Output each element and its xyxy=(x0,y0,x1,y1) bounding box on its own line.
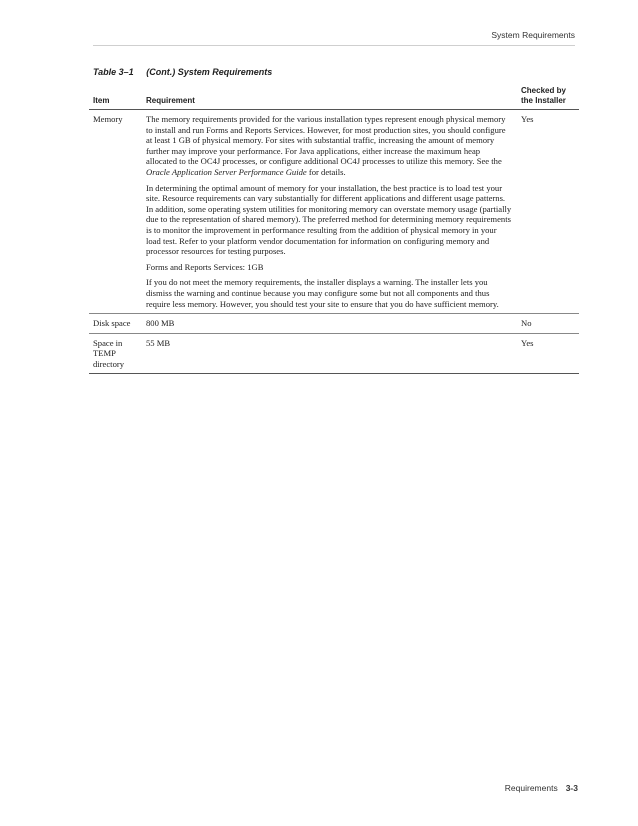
page-number: 3-3 xyxy=(565,783,578,793)
table-row xyxy=(89,110,579,314)
row-item: Memory xyxy=(89,110,142,314)
paragraph-text: The memory requirements provided for the various installation types represent enough physical memory to install and run Forms and Reports Services. However, for most production sites, you should configure at least 1 GB of physical memory. For sites with substantial traffic, increasing the amount of memory further may improve your performance. For Java applications, either increase the maximum heap allocated to the OC4J processes, or configure additional OC4J processes to utilize this memory. See the xyxy=(146,114,506,167)
guide-title: Oracle Application Server Performance Guide xyxy=(146,166,307,177)
row-requirement: 55 MB xyxy=(142,333,517,374)
table-caption-title: (Cont.) System Requirements xyxy=(146,67,273,77)
header-rule xyxy=(93,45,575,46)
column-header-requirement: Requirement xyxy=(142,86,517,110)
row-requirement xyxy=(142,110,517,314)
row-checked: No xyxy=(517,314,579,334)
requirement-paragraph: In determining the optimal amount of memory for your installation, the best practice is to load test your site. Resource requirements can vary substantially for different applications and different usage patterns. In addition, some operating system utilities for monitoring memory can overstate memory usage (partially due to the representation of shared memory). The preferred method for determining memory requirements is to monitor the improvement in performance resulting from the addition of physical memory in your load test. Refer to your platform vendor documentation for information on configuring memory and processor resources for testing purposes. xyxy=(146,182,512,257)
paragraph-text: for details. xyxy=(306,166,346,177)
requirement-paragraph: If you do not meet the memory requirements, the installer displays a warning. The installer lets you dismiss the warning and continue because you may configure some but not all components and thus require less memory. However, you should test your site to ensure that you do have sufficient memory. xyxy=(146,277,499,309)
requirement-paragraph xyxy=(146,114,513,178)
row-checked: Yes xyxy=(517,110,579,314)
table-row xyxy=(89,314,579,334)
footer-section: Requirements xyxy=(504,783,558,793)
table-caption xyxy=(93,67,272,77)
running-header: System Requirements xyxy=(491,30,575,40)
table-header-row xyxy=(89,86,579,110)
row-item: Disk space xyxy=(89,314,142,334)
column-header-checked: Checked by the Installer xyxy=(517,86,579,110)
table-caption-number: Table 3–1 xyxy=(93,67,134,77)
row-checked: Yes xyxy=(517,333,579,374)
table-row xyxy=(89,333,579,374)
row-requirement: 800 MB xyxy=(142,314,517,334)
requirement-paragraph: Forms and Reports Services: 1GB xyxy=(146,261,264,272)
page-footer xyxy=(505,783,578,793)
column-header-item: Item xyxy=(89,86,142,110)
requirements-table xyxy=(89,86,579,374)
row-item: Space in TEMP directory xyxy=(89,333,142,374)
